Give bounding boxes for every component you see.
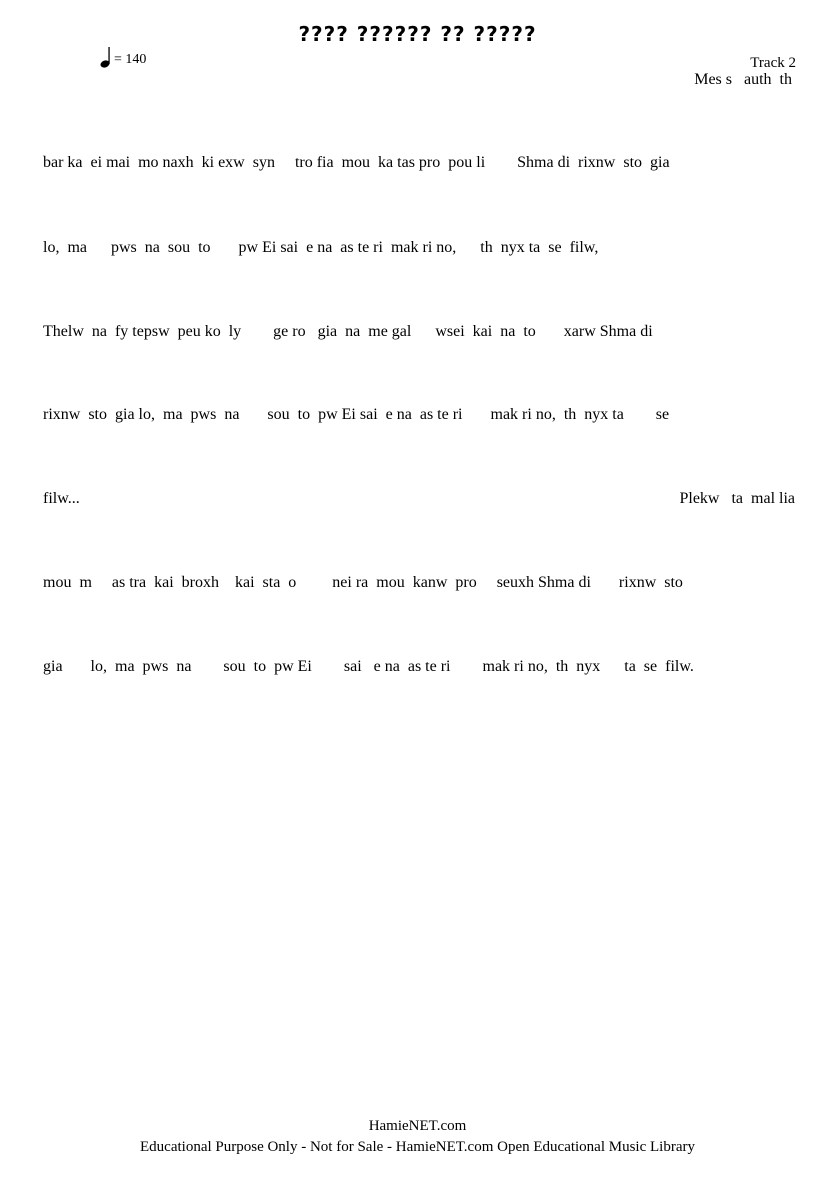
page-title: ???? ?????? ?? ????? <box>298 22 537 46</box>
lyric-line <box>43 490 795 508</box>
lyric-line: lo, ma pws na sou to pw Ei sai e na as te ri mak ri no, th nyx ta se filw, <box>43 239 599 256</box>
lyric-line: rixnw sto gia lo, ma pws na sou to pw Ei sai e na as te ri mak ri no, th nyx ta se <box>43 406 670 423</box>
lyric-fragment: Plekw ta mal lia <box>679 490 795 507</box>
lyric-line: gia lo, ma pws na sou to pw Ei sai e na as te ri mak ri no, th nyx ta se filw. <box>43 658 694 675</box>
footer-site: HamieNET.com <box>368 1118 467 1134</box>
lyric-line: Thelw na fy tepsw peu ko ly ge ro gia na me gal wsei kai na to xarw Shma di <box>43 323 653 340</box>
quarter-note-icon <box>100 46 112 68</box>
lyric-line: bar ka ei mai mo naxh ki exw syn tro fia mou ka tas pro pou li Shma di rixnw sto gia <box>43 154 670 171</box>
lyric-fragment: filw... <box>43 490 80 507</box>
tempo-marking <box>100 46 146 68</box>
tempo-value: = 140 <box>114 52 147 67</box>
lyric-line: mou m as tra kai broxh kai sta o nei ra mou kanw pro seuxh Shma di rixnw sto <box>43 574 683 591</box>
lyric-line: Mes s auth th <box>694 71 792 88</box>
track-label: Track 2 <box>750 55 796 71</box>
footer-note: Educational Purpose Only - Not for Sale - HamieNET.com Open Educational Music Library <box>140 1139 695 1155</box>
